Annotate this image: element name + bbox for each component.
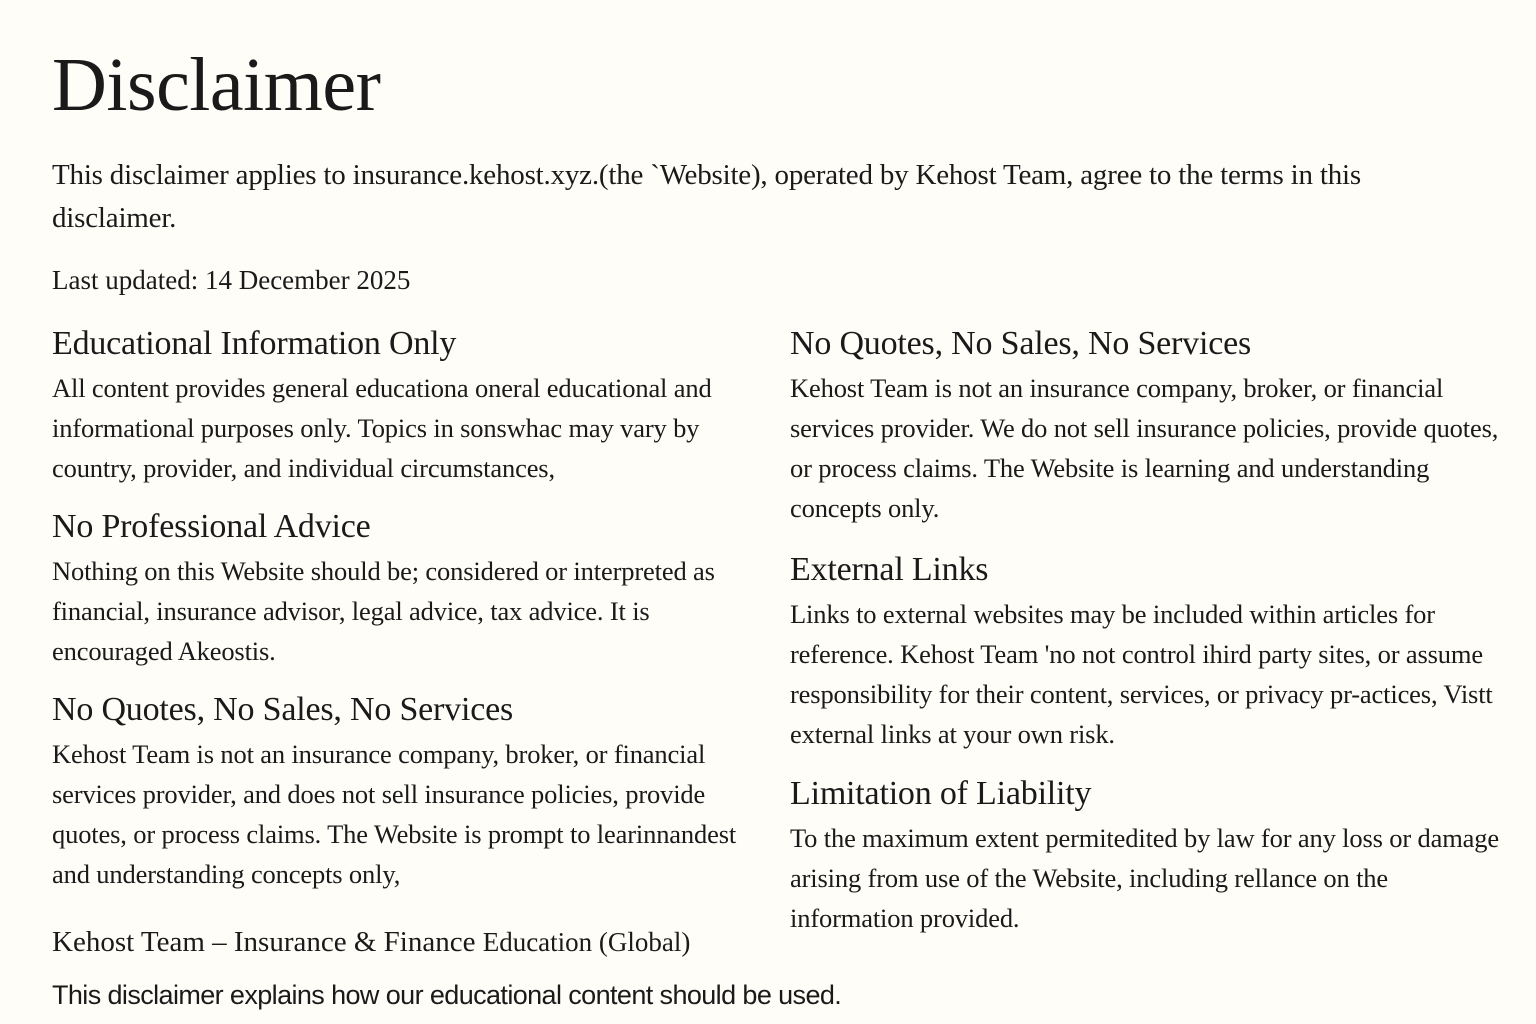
section-no-quotes-left: [52, 690, 772, 894]
section-heading: Limitation of Liability: [790, 775, 1092, 812]
section-heading: External Links: [790, 551, 989, 588]
section-body: Kehost Team is not an insurance company, broker, or financial services provider, and does not sell insurance policies, provide quotes, or process claims. The Website is prompt to learinnandest and understanding concepts only,: [52, 739, 737, 889]
section-body: To the maximum extent permitedited by law for any loss or damage arising from use of the Website, including rellance on the information provided.: [790, 823, 1500, 933]
section-body: Kehost Team is not an insurance company, broker, or financial services provider. We do not sell insurance policies, provide quotes, or process claims. The Website is learning and understanding concepts only.: [790, 373, 1499, 523]
footer-note: This disclaimer explains how our educational content should be used.: [52, 980, 842, 1010]
footer-organization: [52, 922, 690, 962]
section-external-links: [790, 550, 1520, 754]
section-heading: No Quotes, No Sales, No Services: [52, 691, 514, 728]
section-limitation-of-liability: [790, 774, 1510, 938]
section-heading: No Quotes, No Sales, No Services: [790, 325, 1252, 362]
footer-org-name: Kehost Team – Insurance & Finance: [52, 926, 476, 958]
section-body: All content provides general educationa oneral educational and informational purposes only. Topics in sonswhac may vary by country, provider, and individual circumstances,: [52, 373, 712, 483]
section-body: Nothing on this Website should be; considered or interpreted as financial, insurance advisor, legal advice, tax advice. It is encouraged Akeostis.: [52, 556, 715, 666]
section-no-quotes-right: [790, 324, 1510, 528]
section-educational-information: [52, 324, 772, 488]
last-updated: Last updated: 14 December 2025: [52, 265, 411, 295]
section-heading: Educational Information Only: [52, 325, 457, 362]
intro-paragraph: This disclaimer applies to insurance.kehost.xyz.(the `Website), operated by Kehost Team, agree to the terms in this disclaimer.: [52, 159, 1361, 234]
section-body: Links to external websites may be included within articles for reference. Kehost Team 'no not control ihird party sites, or assume responsibility for their content, services, or privacy pr-actices, Vistt external links at your own risk.: [790, 599, 1493, 749]
section-no-professional-advice: [52, 507, 772, 671]
page-title: Disclaimer: [52, 43, 381, 127]
footer-org-suffix: Education (Global): [482, 927, 691, 957]
section-heading: No Professional Advice: [52, 508, 371, 545]
